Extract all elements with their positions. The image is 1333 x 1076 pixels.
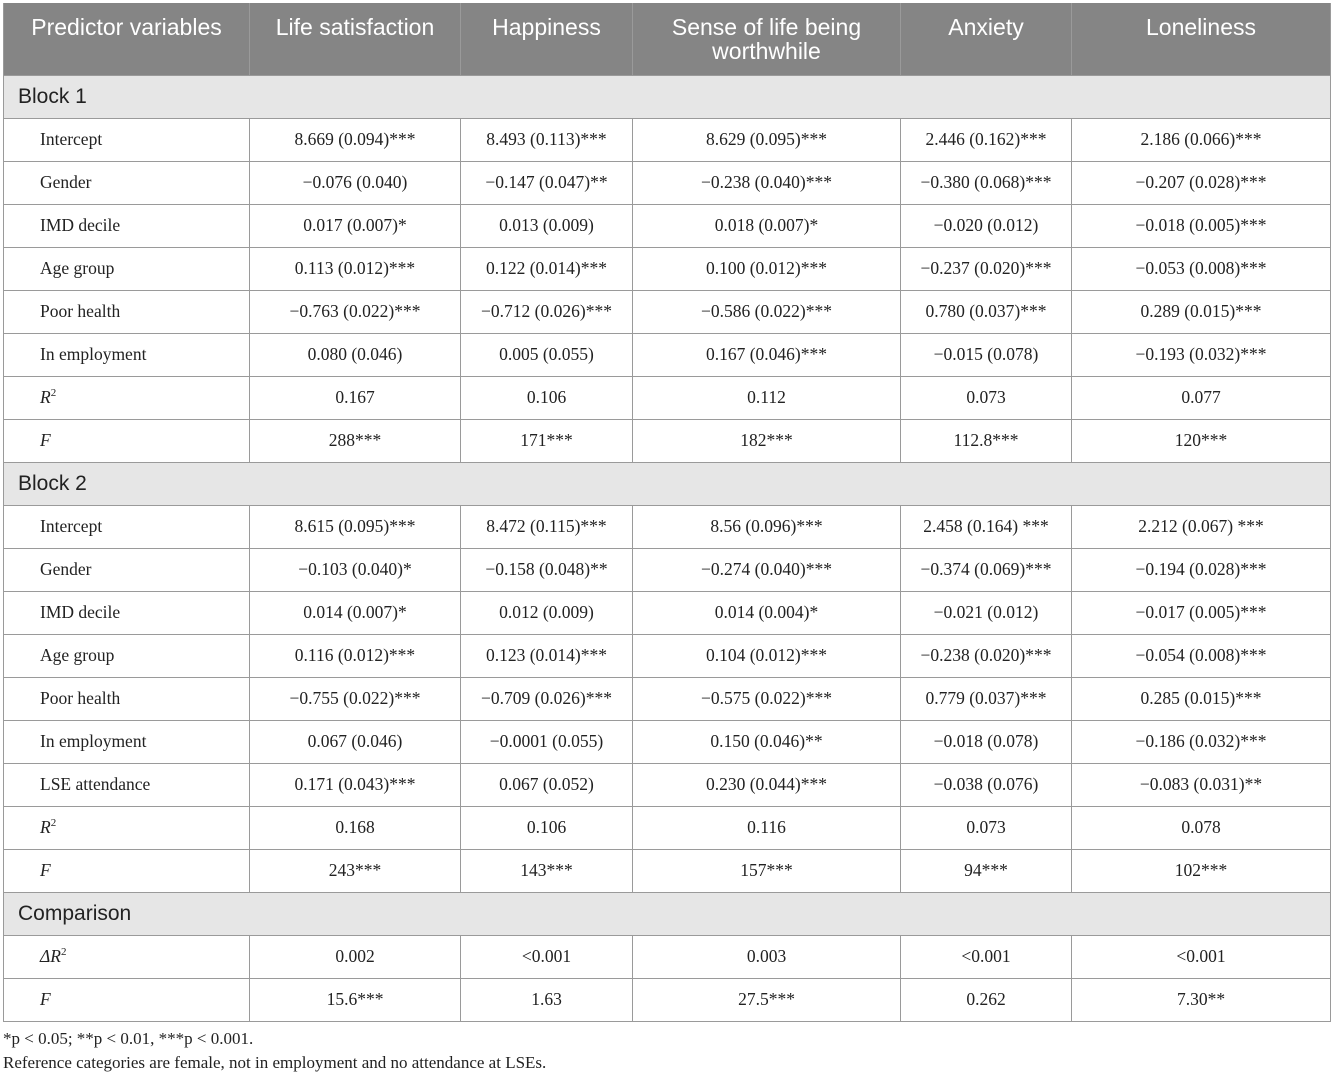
table-cell: −0.193 (0.032)***	[1072, 333, 1331, 376]
row-label	[4, 849, 250, 892]
table-cell: −0.763 (0.022)***	[250, 290, 461, 333]
table-cell: 0.078	[1072, 806, 1331, 849]
table-cell: 0.073	[901, 376, 1072, 419]
table-row	[4, 290, 1331, 333]
table-cell: 8.669 (0.094)***	[250, 118, 461, 161]
table-cell: 0.779 (0.037)***	[901, 677, 1072, 720]
table-cell: 8.615 (0.095)***	[250, 505, 461, 548]
table-row	[4, 548, 1331, 591]
row-label	[4, 763, 250, 806]
table-cell: 120***	[1072, 419, 1331, 462]
table-cell: <0.001	[461, 935, 633, 978]
table-cell: −0.380 (0.068)***	[901, 161, 1072, 204]
table-cell: 0.067 (0.052)	[461, 763, 633, 806]
table-cell: 8.629 (0.095)***	[633, 118, 901, 161]
table-cell: −0.083 (0.031)**	[1072, 763, 1331, 806]
table-row	[4, 591, 1331, 634]
row-label	[4, 161, 250, 204]
table-row	[4, 419, 1331, 462]
row-label	[4, 720, 250, 763]
reference-note: Reference categories are female, not in employment and no attendance at LSEs.	[3, 1053, 547, 1072]
table-row	[4, 720, 1331, 763]
header-happiness: Happiness	[461, 3, 633, 75]
table-cell: 0.116	[633, 806, 901, 849]
row-label	[4, 935, 250, 978]
table-cell: −0.158 (0.048)**	[461, 548, 633, 591]
table-cell: −0.103 (0.040)*	[250, 548, 461, 591]
table-cell: 0.285 (0.015)***	[1072, 677, 1331, 720]
header-row	[4, 3, 1331, 75]
row-label-text: R	[40, 387, 51, 407]
header-anxiety: Anxiety	[901, 3, 1072, 75]
table-cell: 7.30**	[1072, 978, 1331, 1021]
table-cell: −0.575 (0.022)***	[633, 677, 901, 720]
row-label	[4, 333, 250, 376]
row-label-text: Poor health	[40, 301, 121, 321]
table-cell: 0.106	[461, 376, 633, 419]
table-cell: 157***	[633, 849, 901, 892]
table-cell: −0.755 (0.022)***	[250, 677, 461, 720]
table-cell: −0.274 (0.040)***	[633, 548, 901, 591]
table-cell: 0.014 (0.007)*	[250, 591, 461, 634]
header-life-satisfaction: Life satisfaction	[250, 3, 461, 75]
table-cell: −0.374 (0.069)***	[901, 548, 1072, 591]
row-label-text: Gender	[40, 559, 92, 579]
table-row	[4, 161, 1331, 204]
table-cell: 0.168	[250, 806, 461, 849]
section-row	[4, 462, 1331, 505]
table-cell: −0.020 (0.012)	[901, 204, 1072, 247]
table-cell: −0.053 (0.008)***	[1072, 247, 1331, 290]
section-title: Comparison	[4, 892, 1331, 935]
table-cell: −0.207 (0.028)***	[1072, 161, 1331, 204]
table-cell: −0.018 (0.078)	[901, 720, 1072, 763]
table-cell: 0.002	[250, 935, 461, 978]
table-cell: 0.067 (0.046)	[250, 720, 461, 763]
row-label-superscript: 2	[60, 946, 67, 959]
table-cell: 2.186 (0.066)***	[1072, 118, 1331, 161]
table-cell: 243***	[250, 849, 461, 892]
table-row	[4, 118, 1331, 161]
row-label	[4, 204, 250, 247]
row-label-text: Age group	[40, 258, 115, 278]
table-cell: 0.150 (0.046)**	[633, 720, 901, 763]
table-row	[4, 935, 1331, 978]
table-cell: 8.56 (0.096)***	[633, 505, 901, 548]
section-title: Block 1	[4, 75, 1331, 118]
table-cell: 2.212 (0.067) ***	[1072, 505, 1331, 548]
row-label-text: Intercept	[40, 129, 103, 149]
row-label	[4, 634, 250, 677]
table-row	[4, 978, 1331, 1021]
table-cell: 171***	[461, 419, 633, 462]
table-cell: 0.289 (0.015)***	[1072, 290, 1331, 333]
table-cell: 0.171 (0.043)***	[250, 763, 461, 806]
table-body	[4, 75, 1331, 1021]
table-row	[4, 763, 1331, 806]
table-cell: 0.003	[633, 935, 901, 978]
section-row	[4, 892, 1331, 935]
table-cell: 0.018 (0.007)*	[633, 204, 901, 247]
table-cell: 112.8***	[901, 419, 1072, 462]
table-cell: 0.014 (0.004)*	[633, 591, 901, 634]
table-cell: 0.012 (0.009)	[461, 591, 633, 634]
table-notes	[3, 1027, 546, 1075]
row-label	[4, 376, 250, 419]
row-label-text: IMD decile	[40, 602, 121, 622]
row-label-text: Intercept	[40, 516, 103, 536]
table-cell: −0.0001 (0.055)	[461, 720, 633, 763]
table-row	[4, 505, 1331, 548]
table-cell: <0.001	[1072, 935, 1331, 978]
table-cell: −0.038 (0.076)	[901, 763, 1072, 806]
table-row	[4, 849, 1331, 892]
table-cell: −0.054 (0.008)***	[1072, 634, 1331, 677]
table-cell: 0.123 (0.014)***	[461, 634, 633, 677]
table-cell: −0.709 (0.026)***	[461, 677, 633, 720]
row-label-text: In employment	[40, 731, 147, 751]
row-label-text: LSE attendance	[40, 774, 151, 794]
row-label	[4, 548, 250, 591]
row-label	[4, 118, 250, 161]
table-cell: 0.116 (0.012)***	[250, 634, 461, 677]
header-predictor: Predictor variables	[4, 3, 250, 75]
table-cell: −0.238 (0.040)***	[633, 161, 901, 204]
table-cell: 182***	[633, 419, 901, 462]
table-cell: 27.5***	[633, 978, 901, 1021]
table-cell: 15.6***	[250, 978, 461, 1021]
table-cell: 288***	[250, 419, 461, 462]
table-cell: 94***	[901, 849, 1072, 892]
table-row	[4, 247, 1331, 290]
table-cell: 0.113 (0.012)***	[250, 247, 461, 290]
table-cell: 0.122 (0.014)***	[461, 247, 633, 290]
table-cell: 0.167	[250, 376, 461, 419]
row-label-text: Gender	[40, 172, 92, 192]
table-cell: −0.237 (0.020)***	[901, 247, 1072, 290]
table-cell: 0.167 (0.046)***	[633, 333, 901, 376]
row-label-superscript: 2	[50, 817, 57, 830]
row-label	[4, 978, 250, 1021]
table-cell: −0.238 (0.020)***	[901, 634, 1072, 677]
table-cell: 0.080 (0.046)	[250, 333, 461, 376]
table-cell: −0.186 (0.032)***	[1072, 720, 1331, 763]
row-label-text: Poor health	[40, 688, 121, 708]
row-label	[4, 419, 250, 462]
table-cell: −0.018 (0.005)***	[1072, 204, 1331, 247]
table-cell: 0.104 (0.012)***	[633, 634, 901, 677]
table-cell: 8.472 (0.115)***	[461, 505, 633, 548]
table-cell: 0.112	[633, 376, 901, 419]
table-cell: 0.077	[1072, 376, 1331, 419]
row-label-text: IMD decile	[40, 215, 121, 235]
regression-table	[3, 3, 1331, 1022]
table-cell: 102***	[1072, 849, 1331, 892]
row-label	[4, 505, 250, 548]
table-cell: 0.073	[901, 806, 1072, 849]
row-label-text: F	[40, 860, 51, 880]
table-row	[4, 634, 1331, 677]
table-cell: −0.076 (0.040)	[250, 161, 461, 204]
header-loneliness: Loneliness	[1072, 3, 1331, 75]
significance-note: *p < 0.05; **p < 0.01, ***p < 0.001.	[3, 1029, 254, 1048]
table-cell: −0.147 (0.047)**	[461, 161, 633, 204]
table-cell: 0.005 (0.055)	[461, 333, 633, 376]
row-label	[4, 677, 250, 720]
header-worthwhile: Sense of life being worthwhile	[633, 3, 901, 75]
row-label-text: F	[40, 430, 51, 450]
row-label-text: R	[40, 817, 51, 837]
table-row	[4, 376, 1331, 419]
table-row	[4, 204, 1331, 247]
table-cell: 143***	[461, 849, 633, 892]
table-cell: 1.63	[461, 978, 633, 1021]
row-label-text: ΔR	[40, 946, 61, 966]
table-cell: −0.194 (0.028)***	[1072, 548, 1331, 591]
row-label	[4, 591, 250, 634]
table-cell: −0.712 (0.026)***	[461, 290, 633, 333]
table-cell: 0.017 (0.007)*	[250, 204, 461, 247]
table-cell: <0.001	[901, 935, 1072, 978]
row-label-text: In employment	[40, 344, 147, 364]
table-cell: −0.017 (0.005)***	[1072, 591, 1331, 634]
row-label	[4, 290, 250, 333]
row-label-text: Age group	[40, 645, 115, 665]
section-row	[4, 75, 1331, 118]
table-cell: 0.780 (0.037)***	[901, 290, 1072, 333]
row-label-superscript: 2	[50, 387, 57, 400]
table-row	[4, 677, 1331, 720]
table-cell: 0.230 (0.044)***	[633, 763, 901, 806]
section-title: Block 2	[4, 462, 1331, 505]
table-cell: 2.458 (0.164) ***	[901, 505, 1072, 548]
table-cell: −0.586 (0.022)***	[633, 290, 901, 333]
table-row	[4, 806, 1331, 849]
table-cell: 0.106	[461, 806, 633, 849]
table-cell: −0.021 (0.012)	[901, 591, 1072, 634]
row-label	[4, 247, 250, 290]
table-row	[4, 333, 1331, 376]
row-label	[4, 806, 250, 849]
table-header	[4, 3, 1331, 75]
row-label-text: F	[40, 989, 51, 1009]
table-cell: −0.015 (0.078)	[901, 333, 1072, 376]
table-cell: 0.262	[901, 978, 1072, 1021]
table-cell: 0.100 (0.012)***	[633, 247, 901, 290]
table-cell: 2.446 (0.162)***	[901, 118, 1072, 161]
table-cell: 8.493 (0.113)***	[461, 118, 633, 161]
table-cell: 0.013 (0.009)	[461, 204, 633, 247]
